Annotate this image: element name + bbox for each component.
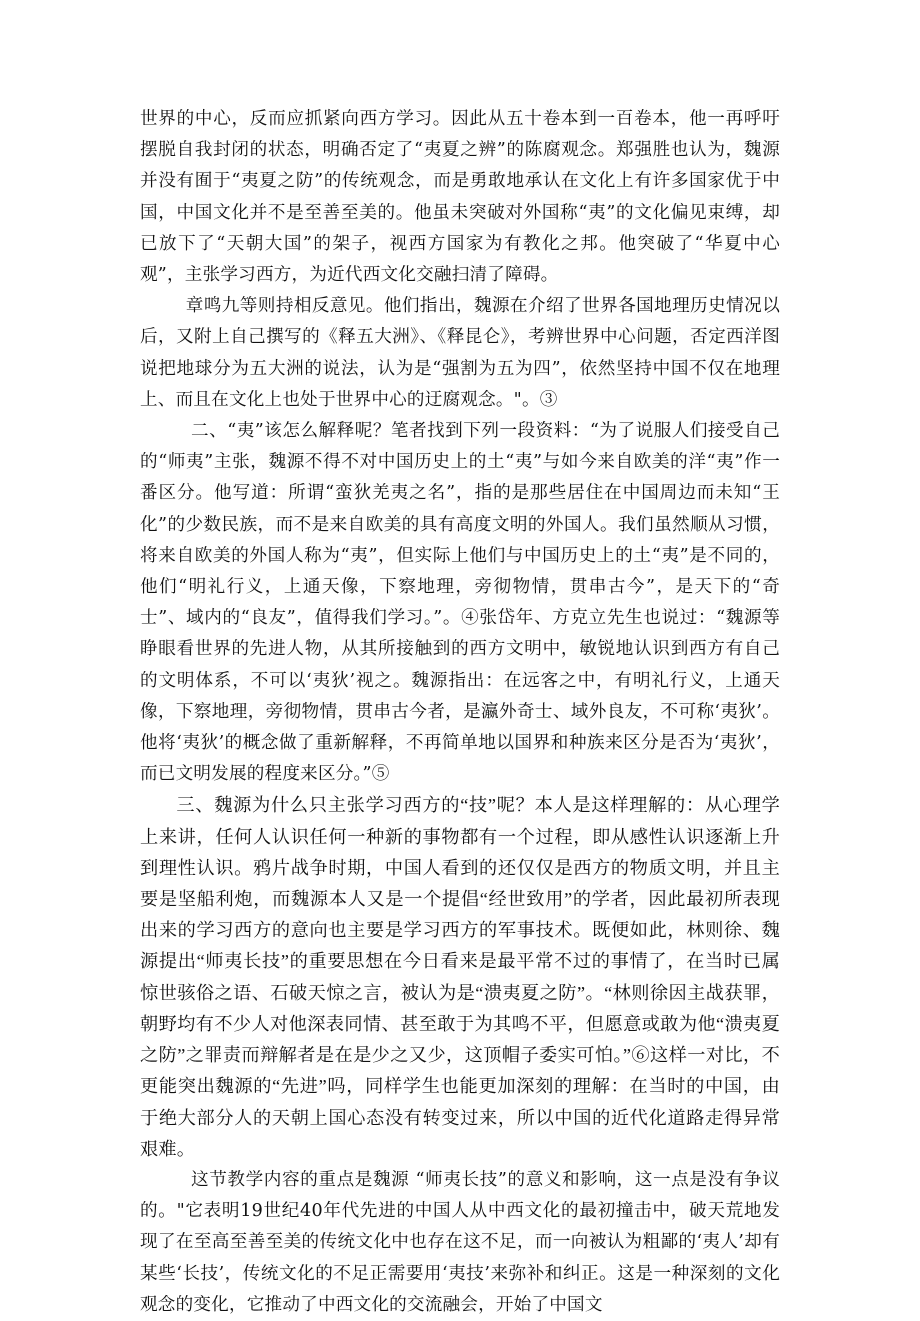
paragraph-teaching-focus: 这节教学内容的重点是魏源 “师夷长技”的意义和影响，这一点是没有争议的。"它表明19世纪40年代先进的中国人从中西文化的最初撞击中，破天荒地发现了在至高至善至美的传统文化中也存在这不足，而一向被认为粗鄙的‘夷人’却有某些‘长技’，传统文化的不足正需要用‘夷技’来弥补和纠正。这是一种深刻的文化观念的变化，它推动了中西文化的交流融会，开始了中国文 [140, 1169, 780, 1315]
paragraph-continuation: 世界的中心，反而应抓紧向西方学习。因此从五十卷本到一百卷本，他一再呼吁摆脱自我封闭的状态，明确否定了“夷夏之辨”的陈腐观念。郑强胜也认为，魏源并没有囿于“夷夏之防”的传统观念，而是勇敢地承认在文化上有许多国家优于中国，中国文化并不是至善至美的。他虽未突破对外国称“夷”的文化偏见束缚，却已放下了“天朝大国”的架子，视西方国家为有教化之邦。他突破了“华夏中心观”，主张学习西方，为近代西文化交融扫清了障碍。 [140, 109, 780, 286]
paragraph-section-two: 二、“夷”该怎么解释呢？笔者找到下列一段资料：“为了说服人们接受自己的“师夷”主张，魏源不得不对中国历史上的土“夷”与如今来自欧美的洋“夷”作一番区分。他写道：所谓“蛮狄羌夷之名”，指的是那些居住在中国周边而未知“王化”的少数民族，而不是来自欧美的具有高度文明的外国人。我们虽然顺从习惯，将来自欧美的外国人称为“夷”，但实际上他们与中国历史上的土“夷”是不同的，他们“明礼行义，上通天像，下察地理，旁彻物情，贯串古今”，是天下的“奇士”、域内的“良友”，值得我们学习。”。④张岱年、方克立先生也说过：“魏源等睁眼看世界的先进人物，从其所接触到的西方文明中，敏锐地认识到西方有自己的文明体系，不可以‘夷狄’视之。魏源指出：在远客之中，有明礼行义，上通天像，下察地理，旁彻物情，贯串古今者，是瀛外奇士、域外良友，不可称‘夷狄’。他将‘夷狄’的概念做了重新解释，不再简单地以国界和种族来区分是否为‘夷狄’，而已文明发展的程度来区分。”⑤ [140, 421, 780, 785]
paragraph-section-three: 三、魏源为什么只主张学习西方的“技”呢？本人是这样理解的：从心理学上来讲，任何人认识任何一种新的事物都有一个过程，即从感性认识逐渐上升到理性认识。鸦片战争时期，中国人看到的还仅仅是西方的物质文明，并且主要是坚船利炮，而魏源本人又是一个提倡“经世致用”的学者，因此最初所表现出来的学习西方的意向也主要是学习西方的军事技术。既便如此，林则徐、魏源提出“师夷长技”的重要思想在今日看来是最平常不过的事情了，在当时已属惊世骇俗之语、石破天惊之言，被认为是“溃夷夏之防”。“林则徐因主战获罪，朝野均有不少人对他深表同情、甚至敢于为其鸣不平，但愿意或敢为他“溃夷夏之防”之罪责而辩解者是在是少之又少，这顶帽子委实可怕。”⑥这样一对比，不更能突出魏源的“先进”吗，同样学生也能更加深刻的理解：在当时的中国，由于绝大部分人的天朝上国心态没有转变过来，所以中国的近代化道路走得异常艰难。 [140, 795, 780, 1159]
paragraph-opposing-view: 章鸣九等则持相反意见。他们指出，魏源在介绍了世界各国地理历史情况以后，又附上自己撰写的《释五大洲》、《释昆仑》，考辨世界中心问题，否定西洋图说把地球分为五大洲的说法，认为是“强割为五为四”，依然坚持中国不仅在地理上、而且在文化上也处于世界中心的迂腐观念。"。③ [140, 296, 780, 410]
document-page [140, 104, 780, 1321]
